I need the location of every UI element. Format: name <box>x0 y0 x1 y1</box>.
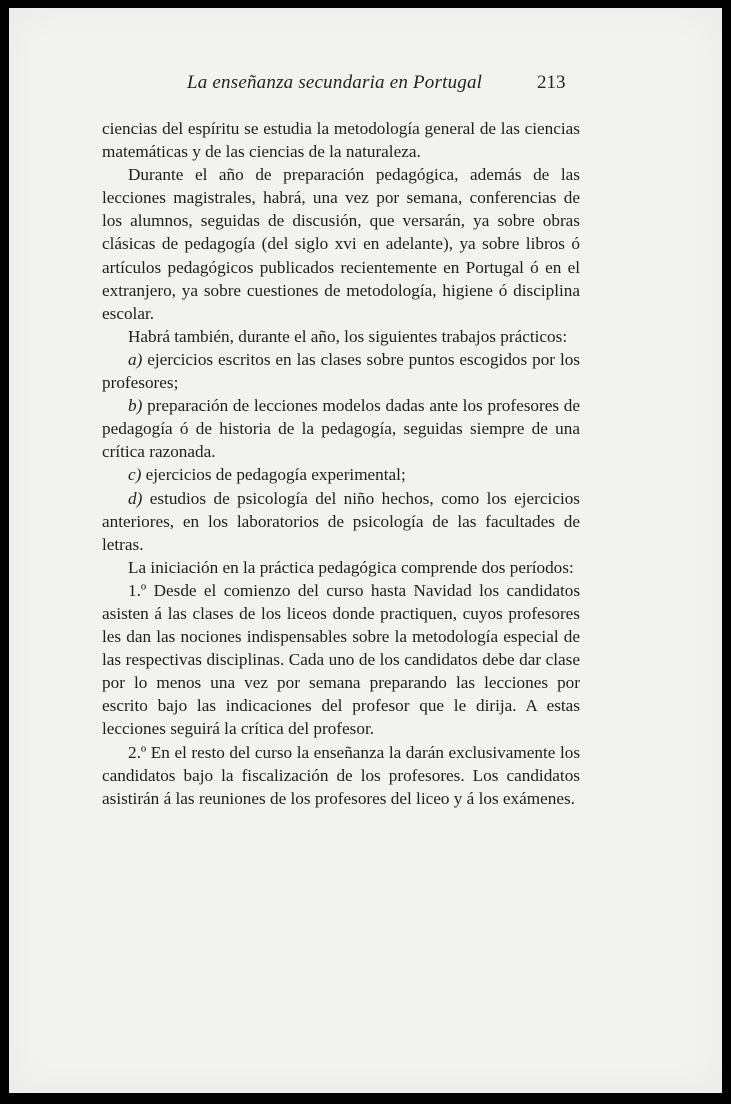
list-item-b: b) preparación de lecciones modelos dadas ante los profesores de pedagogía ó de historia de la pedagogía, seguidas siempre de una crítica razonada. <box>102 396 580 462</box>
period-item-1: 1.º Desde el comienzo del curso hasta Navidad los candidatos asisten á las clases de los liceos donde practiquen, cuyos profesores les dan las nociones indispensables sobre la metodología especial de las respectivas disciplinas. Cada uno de los candidatos debe dar clase por lo menos una vez por semana preparando las lecciones por escrito bajo las indicaciones del profesor que le dirija. A estas lecciones seguirá la crítica del profesor. <box>102 580 581 739</box>
list-item-a: a) ejercicios escritos en las clases sobre puntos escogidos por los profesores; <box>102 349 580 393</box>
list-item-c: c) ejercicios de pedagogía experimental; <box>128 465 406 485</box>
list-label-d: d) <box>128 488 143 508</box>
list-label-b: b) <box>128 396 143 416</box>
period-item-2: 2.º En el resto del curso la enseñanza la darán exclusivamente los candidatos bajo la fiscalización de los profesores. Los candidatos asistirán á las reuniones de los profesores del liceo y á los exámenes. <box>102 742 581 808</box>
paragraph-practical-work: Habrá también, durante el año, los siguientes trabajos prácticos: <box>128 326 568 346</box>
list-label-c: c) <box>128 465 142 485</box>
paragraph-continuation: ciencias del espíritu se estudia la metodología general de las ciencias matemáticas y de las ciencias de la naturaleza. <box>102 119 580 162</box>
body-text <box>102 117 580 810</box>
paragraph-preparation-year: Durante el año de preparación pedagógica, además de las lecciones magistrales, habrá, una vez por semana, conferencias de los alumnos, seguidas de discusión, que versarán, ya sobre obras clásicas de pedagogía (del siglo xvi en adelante), ya sobre libros ó artículos pedagógicos publicados recientemente en Portugal ó en el extranjero, ya sobre cuestiones de metodología, higiene ó disciplina escolar. <box>102 165 580 323</box>
page-header <box>9 72 722 98</box>
list-label-a: a) <box>128 349 143 369</box>
page-number: 213 <box>537 72 566 93</box>
list-item-d: d) estudios de psicología del niño hechos, como los ejercicios anteriores, en los laboratorios de psicología de las facultades de letras. <box>102 488 580 554</box>
book-page <box>9 8 722 1093</box>
paragraph-initiation: La iniciación en la práctica pedagógica comprende dos períodos: <box>128 557 574 577</box>
running-title: La enseñanza secundaria en Portugal <box>187 72 483 93</box>
period-label-2: 2.º <box>128 742 147 762</box>
period-label-1: 1.º <box>128 580 147 600</box>
